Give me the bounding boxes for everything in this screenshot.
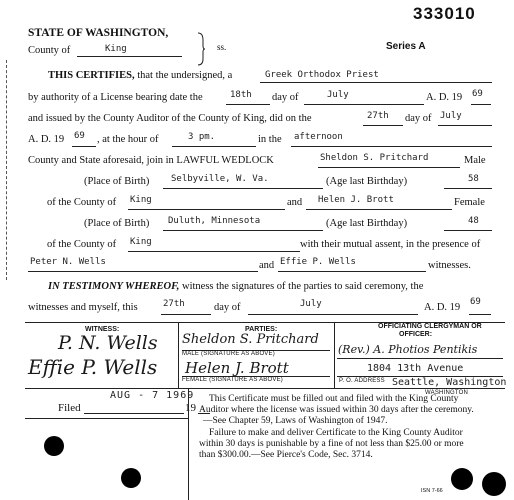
authority-text: by authority of a License bearing date the	[28, 92, 203, 103]
clergy-signature: (Rev.) A. Photios Pentikis	[338, 343, 478, 356]
state-title: STATE OF WASHINGTON,	[28, 27, 169, 39]
age-label-2: (Age last Birthday)	[326, 218, 408, 229]
fold-line	[6, 60, 7, 280]
series-label: Series A	[386, 41, 426, 52]
wedding-day: 27th	[367, 111, 389, 121]
po-address-label: P. O. ADDRESS	[339, 378, 385, 384]
clergy-street: 1804 13th Avenue	[367, 363, 464, 374]
place-of-birth-label: (Place of Birth)	[84, 176, 150, 187]
bride-county: King	[130, 237, 152, 247]
female-caption: FEMALE (SIGNATURE AS ABOVE)	[182, 377, 283, 383]
wedlock-text: County and State aforesaid, join in LAWFUL WEDLOCK	[28, 155, 274, 166]
witness-header: WITNESS:	[85, 326, 120, 333]
parties-header: PARTIES:	[245, 326, 278, 333]
punch-hole	[451, 468, 473, 490]
male-label: Male	[464, 155, 486, 166]
testimony-line: IN TESTIMONY WHEREOF, witness the signatures of the parties to said ceremony, the	[48, 281, 424, 292]
filed-date-stamp: AUG - 7 1969	[110, 390, 195, 401]
sign-day: 27th	[163, 299, 185, 309]
age-label: (Age last Birthday)	[326, 176, 408, 187]
bride-name: Helen J. Brott	[318, 195, 394, 205]
officiating-header: OFFICIATING CLERGYMAN OR	[378, 323, 482, 330]
washington-caption: WASHINGTON	[425, 390, 469, 396]
officiant-title: Greek Orthodox Priest	[265, 70, 379, 80]
and-label: and	[287, 197, 303, 208]
day-of-label: day of	[272, 92, 299, 103]
female-label: Female	[454, 197, 485, 208]
issued-by-text: and issued by the County Auditor of the County of King, did on the	[28, 113, 312, 124]
groom-age: 58	[468, 174, 479, 184]
witness2-name: Effie P. Wells	[280, 257, 356, 267]
witnesses-end: witnesses.	[428, 260, 471, 271]
bride-age: 48	[468, 216, 479, 226]
license-day: 18th	[230, 90, 252, 100]
wedding-year: 69	[74, 131, 85, 141]
filed-year-label: 19	[185, 402, 196, 414]
and-label-2: and	[259, 260, 275, 271]
this-certifies-line: THIS CERTIFIES, that the undersigned, a	[48, 70, 233, 81]
filed-label: Filed	[58, 402, 81, 414]
ss-label: ss.	[217, 42, 227, 52]
mutual-assent-text: with their mutual assent, in the presence of	[300, 239, 481, 250]
brace-icon	[196, 32, 206, 66]
male-caption: MALE (SIGNATURE AS ABOVE)	[182, 351, 275, 357]
filing-notice: This Certificate must be filled out and filed with the King County Auditor where the license was issued within 30 days after the ceremony. —See Chapter 59, Laws of Washington of 1947. Failure to make and deliver Certificate to the King County Auditor within 30 days is punishable by a fine of not less than $25.00 or more than $300.00.—See Pierce's Code, Sec. 3714.	[199, 394, 474, 461]
punch-hole	[44, 436, 64, 456]
place-of-birth-label-2: (Place of Birth)	[84, 218, 150, 229]
form-code: ISN 7-66	[421, 488, 443, 494]
punch-hole	[121, 468, 141, 488]
groom-birthplace: Selbyville, W. Va.	[171, 174, 269, 184]
day-of-label-2: day of	[405, 113, 432, 124]
wedding-month: July	[440, 111, 462, 121]
groom-name: Sheldon S. Pritchard	[320, 153, 429, 163]
license-year: 69	[472, 89, 483, 99]
ad-label-3: A. D. 19	[424, 302, 461, 313]
witness1-name: Peter N. Wells	[30, 257, 106, 267]
wedding-hour: 3 pm.	[188, 132, 216, 142]
sign-year: 69	[470, 297, 481, 307]
officer-header: OFFICER:	[399, 331, 433, 338]
sign-month: July	[300, 299, 322, 309]
ad-label: A. D. 19	[426, 92, 463, 103]
groom-county: King	[130, 195, 152, 205]
punch-hole	[482, 472, 506, 496]
clergy-city: Seattle, Washington	[392, 377, 507, 388]
ad-label-2: A. D. 19	[28, 134, 65, 145]
of-county-label: of the County of	[47, 197, 117, 208]
certificate-number: 333010	[413, 4, 476, 23]
license-month: July	[327, 90, 349, 100]
header-county: King	[105, 44, 127, 54]
at-hour-label: , at the hour of	[97, 134, 159, 145]
witness-myself-text: witnesses and myself, this	[28, 302, 138, 313]
witness1-signature: P. N. Wells	[58, 332, 158, 354]
day-of-label-3: day of	[214, 302, 241, 313]
in-the-label: in the	[258, 134, 282, 145]
bride-signature: Helen J. Brott	[185, 359, 289, 377]
groom-signature: Sheldon S. Pritchard	[182, 332, 319, 347]
bride-birthplace: Duluth, Minnesota	[168, 216, 261, 226]
time-of-day: afternoon	[294, 132, 343, 142]
witness2-signature: Effie P. Wells	[28, 355, 158, 379]
county-label: County of	[28, 45, 71, 56]
of-county-label-2: of the County of	[47, 239, 117, 250]
